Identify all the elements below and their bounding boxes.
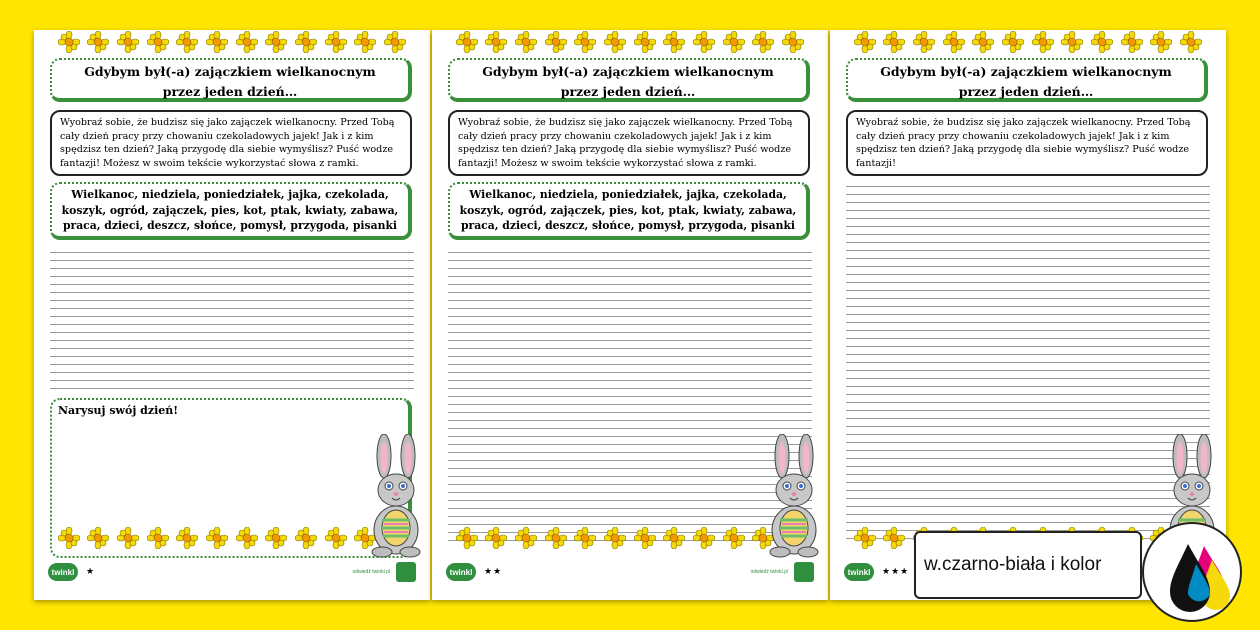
writing-line <box>448 292 812 293</box>
daffodil-icon <box>515 31 537 53</box>
quality-badge-icon <box>396 562 416 582</box>
writing-line <box>448 324 812 325</box>
writing-line <box>50 356 414 357</box>
writing-line <box>448 516 812 517</box>
writing-line <box>846 322 1210 323</box>
title-box <box>50 58 412 102</box>
daffodil-icon <box>515 527 537 549</box>
title-line-2: przez jeden dzień… <box>162 84 298 99</box>
daffodil-icon <box>693 31 715 53</box>
writing-line <box>846 314 1210 315</box>
daffodil-border-bottom <box>54 524 410 552</box>
daffodil-icon <box>206 31 228 53</box>
writing-line <box>846 482 1210 483</box>
writing-line <box>846 298 1210 299</box>
daffodil-icon <box>883 527 905 549</box>
writing-line <box>448 404 812 405</box>
daffodil-icon <box>295 527 317 549</box>
writing-line <box>50 388 414 389</box>
daffodil-icon <box>782 31 804 53</box>
writing-line <box>448 500 812 501</box>
writing-line <box>448 492 812 493</box>
title-line-2: przez jeden dzień… <box>958 84 1094 99</box>
daffodil-icon <box>384 31 406 53</box>
writing-line <box>846 466 1210 467</box>
writing-line <box>448 276 812 277</box>
daffodil-icon <box>236 527 258 549</box>
writing-line <box>846 330 1210 331</box>
writing-line <box>846 442 1210 443</box>
writing-line <box>846 410 1210 411</box>
daffodil-icon <box>354 31 376 53</box>
word-bank-box: Wielkanoc, niedziela, poniedziałek, jajka, czekolada, koszyk, ogród, zajączek, pies, kot, ptak, kwiaty, zabawa, praca, dzieci, deszcz, słońce, pomysł, przygoda, pisanki <box>448 182 810 240</box>
daffodil-border-top <box>850 30 1206 56</box>
writing-line <box>448 380 812 381</box>
daffodil-icon <box>854 527 876 549</box>
daffodil-icon <box>604 31 626 53</box>
daffodil-icon <box>1150 31 1172 53</box>
worksheet-1 <box>34 30 430 600</box>
writing-line <box>448 484 812 485</box>
writing-lines <box>50 252 414 396</box>
daffodil-icon <box>634 527 656 549</box>
writing-line <box>846 418 1210 419</box>
quality-badge-icon <box>794 562 814 582</box>
daffodil-icon <box>1032 31 1054 53</box>
difficulty-stars: ★ <box>86 567 96 577</box>
writing-line <box>50 252 414 253</box>
prompt-box: Wyobraź sobie, że budzisz się jako zajączek wielkanocny. Przed Tobą cały dzień pracy przy chowaniu czekoladowych jajek! Jak i z kim spędzisz ten dzień? Jaką przygodę dla siebie wymyślisz? Puść wodze fantazji! Możesz w swoim tekście wykorzystać słowa z ramki. <box>50 110 412 176</box>
writing-line <box>846 354 1210 355</box>
writing-line <box>448 452 812 453</box>
daffodil-icon <box>87 527 109 549</box>
writing-line <box>846 386 1210 387</box>
writing-line <box>50 348 414 349</box>
daffodil-icon <box>265 31 287 53</box>
writing-line <box>846 370 1210 371</box>
writing-line <box>448 300 812 301</box>
writing-line <box>846 234 1210 235</box>
daffodil-icon <box>176 31 198 53</box>
daffodil-icon <box>295 31 317 53</box>
writing-line <box>846 458 1210 459</box>
writing-line <box>846 474 1210 475</box>
writing-line <box>448 388 812 389</box>
daffodil-icon <box>147 31 169 53</box>
title-line-1: Gdybym był(-a) zajączkiem wielkanocnym <box>84 64 376 79</box>
daffodil-icon <box>1061 31 1083 53</box>
daffodil-icon <box>325 527 347 549</box>
writing-line <box>448 476 812 477</box>
writing-line <box>846 394 1210 395</box>
writing-line <box>448 508 812 509</box>
writing-line <box>846 450 1210 451</box>
writing-line <box>448 332 812 333</box>
daffodil-icon <box>176 527 198 549</box>
writing-line <box>448 412 812 413</box>
title-line-1: Gdybym był(-a) zajączkiem wielkanocnym <box>482 64 774 79</box>
writing-line <box>846 490 1210 491</box>
writing-line <box>846 242 1210 243</box>
daffodil-icon <box>206 527 228 549</box>
writing-line <box>50 332 414 333</box>
daffodil-icon <box>693 527 715 549</box>
writing-line <box>846 378 1210 379</box>
daffodil-icon <box>943 31 965 53</box>
daffodil-icon <box>456 31 478 53</box>
worksheet-2 <box>432 30 828 600</box>
writing-line <box>448 396 812 397</box>
writing-lines <box>448 252 812 548</box>
writing-line <box>846 226 1210 227</box>
difficulty-stars: ★★★ <box>882 567 910 577</box>
daffodil-icon <box>545 31 567 53</box>
daffodil-icon <box>265 527 287 549</box>
writing-line <box>448 460 812 461</box>
daffodil-icon <box>456 527 478 549</box>
site-link: odwiedź twinkl.pl <box>750 569 788 575</box>
writing-line <box>448 420 812 421</box>
writing-line <box>50 308 414 309</box>
daffodil-icon <box>87 31 109 53</box>
writing-line <box>50 340 414 341</box>
daffodil-icon <box>604 527 626 549</box>
writing-line <box>846 274 1210 275</box>
writing-line <box>846 498 1210 499</box>
daffodil-icon <box>117 31 139 53</box>
footer <box>446 560 814 584</box>
writing-line <box>846 402 1210 403</box>
writing-line <box>846 522 1210 523</box>
writing-line <box>448 428 812 429</box>
twinkl-logo: twinkl <box>446 563 476 581</box>
daffodil-icon <box>723 527 745 549</box>
title-box <box>448 58 810 102</box>
writing-line <box>50 260 414 261</box>
writing-line <box>50 268 414 269</box>
daffodil-icon <box>147 527 169 549</box>
daffodil-icon <box>1180 31 1202 53</box>
writing-line <box>448 356 812 357</box>
writing-line <box>846 282 1210 283</box>
writing-line <box>50 292 414 293</box>
daffodil-icon <box>854 31 876 53</box>
writing-line <box>50 372 414 373</box>
daffodil-icon <box>663 527 685 549</box>
writing-line <box>846 290 1210 291</box>
writing-line <box>448 260 812 261</box>
footer <box>48 560 416 584</box>
writing-line <box>448 268 812 269</box>
ink-drops-icon <box>1142 522 1242 622</box>
writing-line <box>846 306 1210 307</box>
writing-line <box>50 380 414 381</box>
writing-line <box>846 362 1210 363</box>
daffodil-icon <box>972 31 994 53</box>
caption-label: w.czarno-biała i kolor <box>914 531 1142 599</box>
writing-line <box>448 316 812 317</box>
difficulty-stars: ★★ <box>484 567 503 577</box>
draw-label: Narysuj swój dzień! <box>58 404 179 417</box>
writing-line <box>448 284 812 285</box>
daffodil-icon <box>1002 31 1024 53</box>
daffodil-icon <box>883 31 905 53</box>
writing-line <box>448 444 812 445</box>
writing-line <box>846 186 1210 187</box>
writing-line <box>448 372 812 373</box>
writing-line <box>448 308 812 309</box>
writing-line <box>846 426 1210 427</box>
daffodil-icon <box>574 527 596 549</box>
writing-line <box>50 324 414 325</box>
writing-line <box>846 250 1210 251</box>
daffodil-icon <box>485 31 507 53</box>
daffodil-icon <box>236 31 258 53</box>
daffodil-icon <box>574 31 596 53</box>
daffodil-icon <box>545 527 567 549</box>
writing-line <box>448 252 812 253</box>
daffodil-icon <box>58 31 80 53</box>
daffodil-border-top <box>54 30 410 56</box>
worksheet-3 <box>830 30 1226 600</box>
prompt-box: Wyobraź sobie, że budzisz się jako zajączek wielkanocny. Przed Tobą cały dzień pracy przy chowaniu czekoladowych jajek! Jak i z kim spędzisz ten dzień? Jaką przygodę dla siebie wymyślisz? Puść wodze fantazji! <box>846 110 1208 176</box>
prompt-box: Wyobraź sobie, że budzisz się jako zajączek wielkanocny. Przed Tobą cały dzień pracy przy chowaniu czekoladowych jajek! Jak i z kim spędzisz ten dzień? Jaką przygodę dla siebie wymyślisz? Puść wodze fantazji! Możesz w swoim tekście wykorzystać słowa z ramki. <box>448 110 810 176</box>
daffodil-icon <box>752 31 774 53</box>
daffodil-border-bottom <box>452 524 808 552</box>
daffodil-icon <box>485 527 507 549</box>
writing-line <box>846 266 1210 267</box>
daffodil-icon <box>1121 31 1143 53</box>
title-line-1: Gdybym był(-a) zajączkiem wielkanocnym <box>880 64 1172 79</box>
writing-line <box>448 348 812 349</box>
writing-line <box>50 364 414 365</box>
writing-line <box>846 202 1210 203</box>
writing-line <box>846 194 1210 195</box>
title-box <box>846 58 1208 102</box>
daffodil-icon <box>913 31 935 53</box>
writing-line <box>846 258 1210 259</box>
writing-line <box>50 300 414 301</box>
word-bank-box: Wielkanoc, niedziela, poniedziałek, jajka, czekolada, koszyk, ogród, zajączek, pies, kot, ptak, kwiaty, zabawa, praca, dzieci, deszcz, słońce, pomysł, przygoda, pisanki <box>50 182 412 240</box>
daffodil-icon <box>663 31 685 53</box>
bunny-illustration <box>762 434 826 558</box>
writing-line <box>448 340 812 341</box>
bunny-illustration <box>364 434 428 558</box>
writing-lines <box>846 186 1210 546</box>
writing-line <box>448 436 812 437</box>
title-line-2: przez jeden dzień… <box>560 84 696 99</box>
writing-line <box>846 346 1210 347</box>
site-link: odwiedź twinkl.pl <box>352 569 390 575</box>
writing-line <box>846 218 1210 219</box>
daffodil-icon <box>117 527 139 549</box>
writing-line <box>50 284 414 285</box>
daffodil-border-top <box>452 30 808 56</box>
writing-line <box>846 506 1210 507</box>
writing-line <box>50 316 414 317</box>
daffodil-icon <box>634 31 656 53</box>
writing-line <box>448 364 812 365</box>
twinkl-logo: twinkl <box>844 563 874 581</box>
writing-line <box>846 210 1210 211</box>
writing-line <box>846 338 1210 339</box>
daffodil-icon <box>1091 31 1113 53</box>
writing-line <box>448 468 812 469</box>
daffodil-icon <box>58 527 80 549</box>
writing-line <box>846 434 1210 435</box>
writing-line <box>50 276 414 277</box>
twinkl-logo: twinkl <box>48 563 78 581</box>
writing-line <box>846 514 1210 515</box>
daffodil-icon <box>325 31 347 53</box>
daffodil-icon <box>723 31 745 53</box>
